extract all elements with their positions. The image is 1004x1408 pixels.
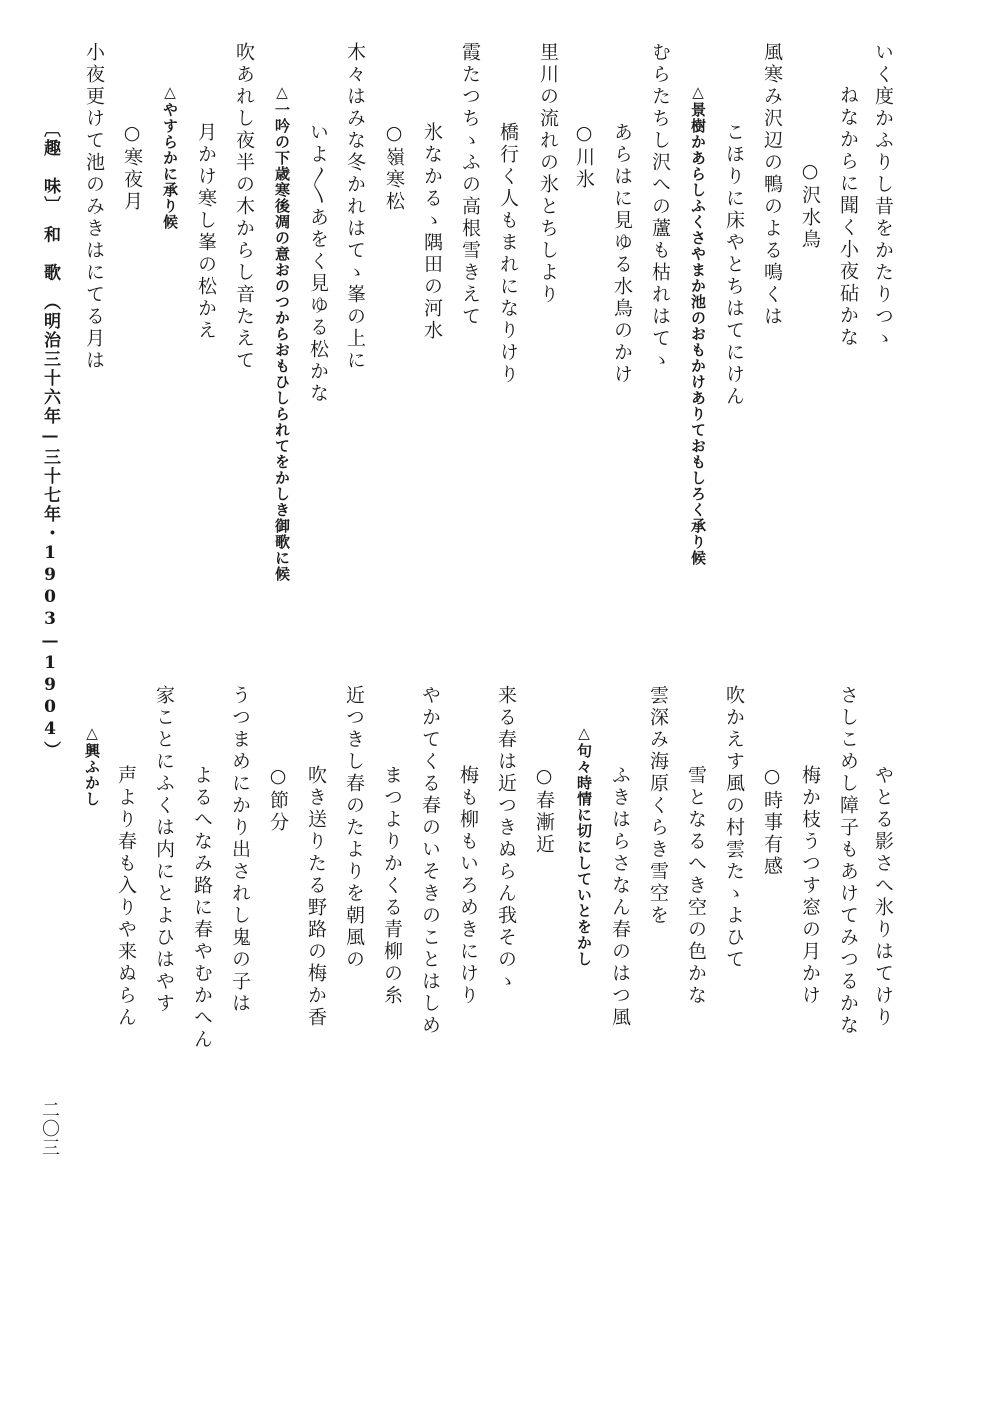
poem-line: むらたちし沢への蘆も枯れはてゝ [649, 42, 671, 372]
poem-line: 吹かえす風の村雲たゝよひて [723, 685, 745, 971]
poem-line: 雪となるへき空の色かな [685, 765, 707, 1007]
poem-line: やとる影さへ氷りはてけり [872, 765, 894, 1029]
poem-line: さしこめし障子もあけてみつるかな [837, 685, 859, 1037]
poem-line: こほりに床やとちはてにけん [723, 122, 745, 408]
poem-title: ○時事有感 [761, 765, 783, 878]
poem-line: 霞たつちゝふの高根雪きえて [459, 42, 481, 328]
poem-line: 木々はみな冬かれはてゝ峯の上に [344, 42, 366, 372]
commentary: △やすらかに承り候 [161, 83, 179, 230]
commentary: △句々時情に切にしていとをかし [575, 724, 593, 967]
commentary: △興ふかし [83, 724, 101, 807]
poem-line: 里川の流れの氷とちしより [537, 42, 559, 306]
section-header: 〔趣 味〕 和 歌 （明治三十六年—三十七年・1903—1904） [40, 120, 60, 760]
poem-line: 家ことにふくは内にとよひはやす [153, 685, 175, 1015]
poem-line: 梅も柳もいろめきにけり [457, 765, 479, 1007]
poem-line: ねなからに聞く小夜砧かな [837, 85, 859, 349]
poem-title: ○沢水鳥 [799, 160, 821, 251]
poem-line: 来る春は近つきぬらん我そのゝ [495, 685, 517, 993]
poem-line: 吹あれし夜半の木からし音たえて [233, 42, 255, 372]
poem-line: よるへなみ路に春やむかへん [191, 765, 213, 1051]
poem-line: いく度かふりし昔をかたりつゝ [872, 42, 894, 350]
poem-line: 風寒み沢辺の鴨のよる鳴くは [761, 42, 783, 328]
page-number: 二〇三 [39, 1100, 60, 1157]
poem-line: 氷なかるゝ隅田の河水 [421, 122, 443, 342]
poem-line: 声より春も入りや来ぬらん [115, 765, 137, 1029]
poem-line: やかてくる春のいそきのことはしめ [419, 685, 441, 1037]
poem-line: 橋行く人もまれになりけり [497, 122, 519, 386]
poem-line: まつよりかくる青柳の糸 [381, 765, 403, 1007]
poem-title: ○川氷 [573, 122, 595, 191]
poem-title: ○嶺寒松 [383, 122, 405, 213]
poem-line: 梅か枝うつす窓の月かけ [799, 765, 821, 1007]
poem-line: 月かけ寒し峯の松かえ [195, 122, 217, 342]
poem-line: うつまめにかり出されし鬼の子は [229, 685, 251, 1015]
poem-line: 雲深み海原くらき雪空を [647, 685, 669, 927]
poem-title: ○春漸近 [533, 765, 555, 856]
poem-line: 近つきし春のたよりを朝風の [343, 685, 365, 971]
poem-line: ふきはらさなん春のはつ風 [609, 765, 631, 1029]
commentary: △景樹かあらしふくさやまか池のおもかけありておもしろく承り候 [689, 83, 707, 566]
commentary: △一吟の下歳寒後凋の意おのつからおもひしられてをかしき御歌に候 [273, 83, 291, 582]
poem-line: いよ〳〵あをく見ゆる松かな [307, 122, 329, 405]
poem-line: 小夜更けて池のみきはにてる月は [83, 42, 105, 372]
poem-line: あらはに見ゆる水鳥のかけ [611, 122, 633, 386]
poem-line: 吹き送りたる野路の梅か香 [305, 765, 327, 1029]
poem-title: ○節分 [267, 765, 289, 834]
poem-title: ○寒夜月 [121, 122, 143, 213]
